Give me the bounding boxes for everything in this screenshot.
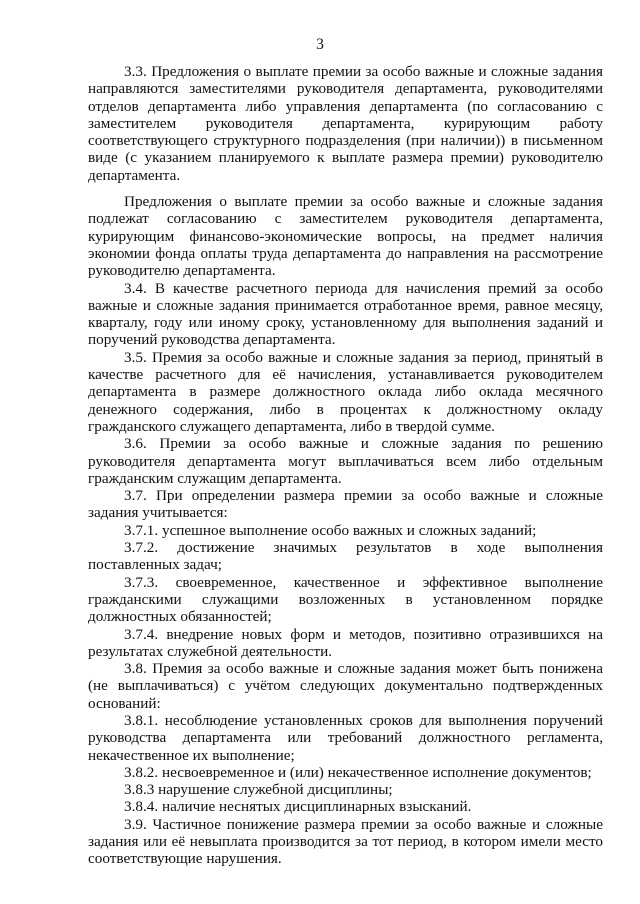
paragraph-3-8-1: 3.8.1. несоблюдение установленных сроков для выполнения поручений руководства департамента или требований должностного регламента, некачественное их выполнение; [88, 711, 603, 764]
paragraph-3-8-4: 3.8.4. наличие неснятых дисциплинарных взысканий. [124, 798, 472, 816]
paragraph-3-9: 3.9. Частичное понижение размера премии за особо важные и сложные задания или её невыплата производится за тот период, в котором имели место соответствующие нарушения. [88, 815, 603, 868]
paragraph-3-7-1: 3.7.1. успешное выполнение особо важных и сложных заданий; [124, 521, 537, 539]
paragraph-3-7-2: 3.7.2. достижение значимых результатов в ходе выполнения поставленных задач; [88, 539, 603, 574]
paragraph-3-5: 3.5. Премия за особо важные и сложные задания за период, принятый в качестве расчетного для её начисления, устанавливается руководителем департамента в размере должностного оклада либо оклада месячного денежного содержания, либо в процентах к должностному окладу гражданского служащего департамента, либо в твердой сумме. [88, 348, 603, 435]
page-number: 3 [316, 36, 324, 53]
paragraph-3-7-3: 3.7.3. своевременное, качественное и эффективное выполнение гражданскими служащими возложенных в установленном порядке должностных обязанностей; [88, 573, 603, 626]
paragraph-3-8: 3.8. Премия за особо важные и сложные задания может быть понижена (не выплачиваться) с учётом следующих документально подтвержденных оснований: [88, 660, 603, 712]
paragraph-3-6: 3.6. Премии за особо важные и сложные задания по решению руководителя департамента могут выплачиваться всем либо отдельным гражданским служащим департамента. [88, 435, 603, 487]
paragraph-3-4: 3.4. В качестве расчетного периода для начисления премий за особо важные и сложные задания принимается отработанное время, равное месяцу, кварталу, году или иному сроку, установленному для выполнения заданий и поручений руководства департамента. [88, 279, 603, 349]
paragraph-3-8-3: 3.8.3 нарушение служебной дисциплины; [124, 781, 393, 799]
paragraph-3-8-2: 3.8.2. несвоевременное и (или) некачественное исполнение документов; [124, 763, 592, 781]
paragraph-3-7: 3.7. При определении размера премии за особо важные и сложные задания учитывается: [88, 487, 603, 522]
document-body [88, 63, 603, 868]
paragraph-3-3: 3.3. Предложения о выплате премии за особо важные и сложные задания направляются заместителями руководителя департамента, руководителями отделов департамента либо управления департамента (по согласованию с заместителем руководителя департамента, курирующим работу соответствующего структурного подразделения (при наличии)) в письменном виде (с указанием планируемого к выплате размера премии) руководителю департамента. [88, 63, 603, 184]
paragraph-3-3-approval: Предложения о выплате премии за особо важные и сложные задания подлежат согласованию с заместителем руководителя департамента, курирующим финансово-экономические вопросы, на предмет наличия экономии фонда оплаты труда департамента до направления на рассмотрение руководителю департамента. [88, 193, 603, 280]
paragraph-3-7-4: 3.7.4. внедрение новых форм и методов, позитивно отразившихся на результатах служебной деятельности. [88, 625, 603, 660]
